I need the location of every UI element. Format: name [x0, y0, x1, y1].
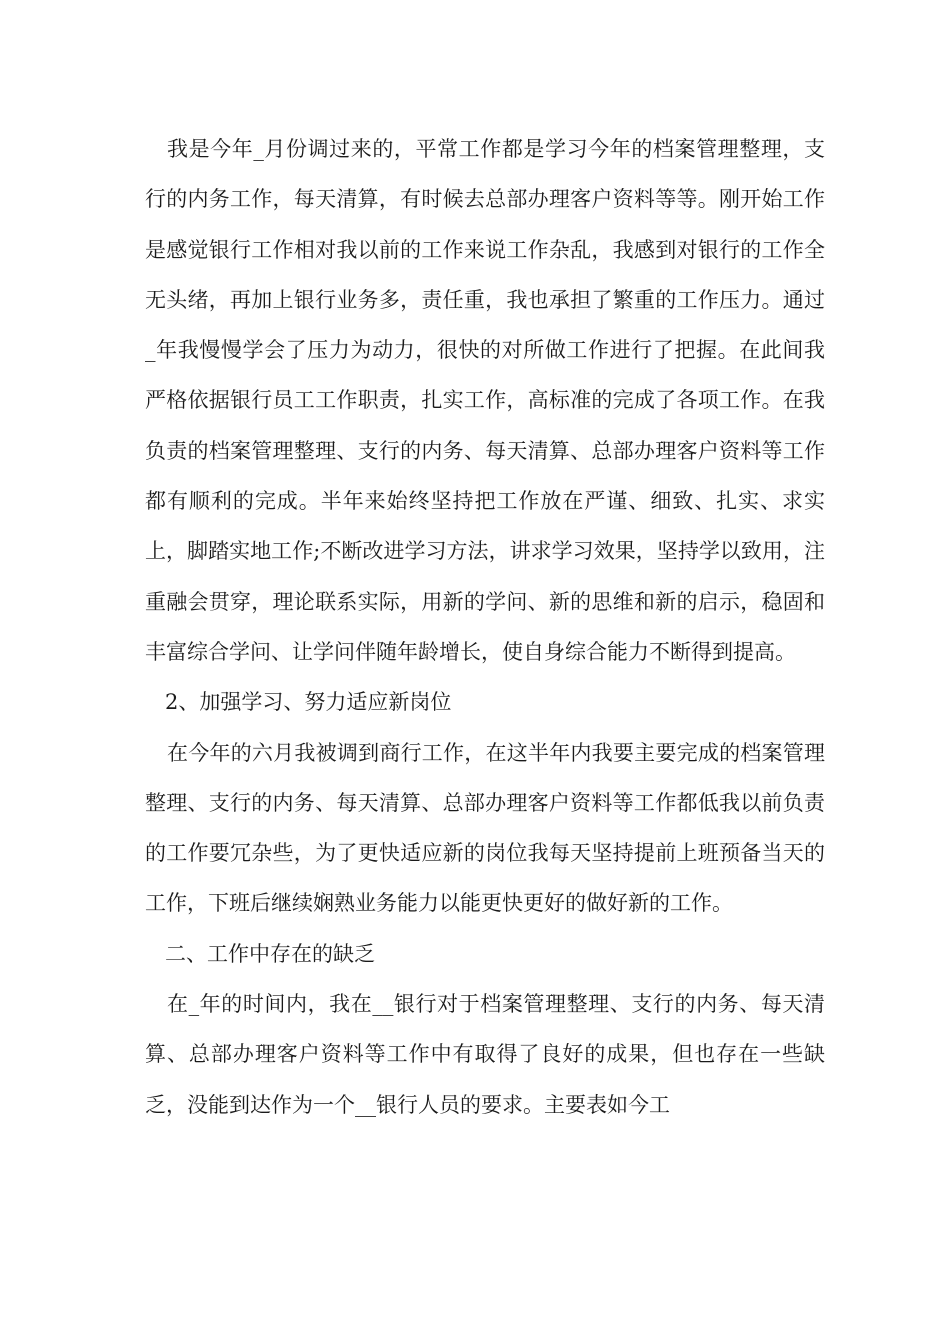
document-body	[145, 124, 825, 1130]
paragraph-work-summary: 我是今年_月份调过来的，平常工作都是学习今年的档案管理整理，支行的内务工作，每天清算，有时候去总部办理客户资料等等。刚开始工作是感觉银行工作相对我以前的工作来说工作杂乱，我感到对银行的工作全无头绪，再加上银行业务多，责任重，我也承担了繁重的工作压力。通过_年我慢慢学会了压力为动力，很快的对所做工作进行了把握。在此间我严格依据银行员工工作职责，扎实工作，高标准的完成了各项工作。在我负责的档案管理整理、支行的内务、每天清算、总部办理客户资料等工作都有顺利的完成。半年来始终坚持把工作放在严谨、细致、扎实、求实上，脚踏实地工作;不断改进学习方法，讲求学习效果，坚持学以致用，注重融会贯穿，理论联系实际，用新的学问、新的思维和新的启示，稳固和丰富综合学问、让学问伴随年龄增长，使自身综合能力不断得到提高。	[145, 137, 825, 664]
section-heading-strengthen-learning: 2、加强学习、努力适应新岗位	[165, 690, 452, 715]
paragraph-new-position: 在今年的六月我被调到商行工作，在这半年内我要主要完成的档案管理整理、支行的内务、每天清算、总部办理客户资料等工作都低我以前负责的工作要冗杂些，为了更快适应新的岗位我每天坚持提前上班预备当天的工作，下班后继续娴熟业务能力以能更快更好的做好新的工作。	[145, 740, 825, 916]
section-heading-shortcomings: 二、工作中存在的缺乏	[165, 941, 375, 966]
paragraph-shortcomings: 在_年的时间内，我在__银行对于档案管理整理、支行的内务、每天清算、总部办理客户资料等工作中有取得了良好的成果，但也存在一些缺乏，没能到达作为一个__银行人员的要求。主要表如今工	[145, 992, 825, 1117]
